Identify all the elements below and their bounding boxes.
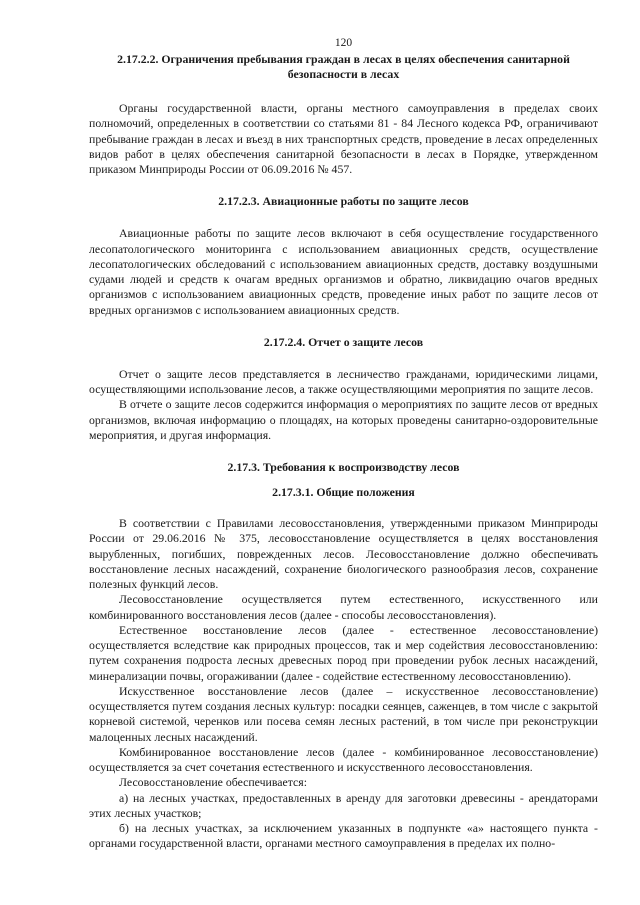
heading-2-17-3: 2.17.3. Требования к воспроизводству лесов	[227, 460, 460, 474]
paragraph: Органы государственной власти, органы местного самоуправления в пределах своих полномочий, определенных в соответствии со статьями 81 - 84 Лесного кодекса РФ, ограничивают пребывание граждан в лесах и въезд в них транспортных средств, проведение в лесах определенных видов работ в целях обеспечения санитарной безопасности в лесах в Порядке, утвержденном приказом Минприроды России от 06.09.2016 № 457.	[89, 101, 598, 176]
heading-2-17-3-1: 2.17.3.1. Общие положения	[272, 485, 415, 499]
paragraph: В отчете о защите лесов содержится информация о мероприятиях по защите лесов от вредных организмов, включая информацию о площадях, на которых проведены санитарно-оздоровительные мероприятия, и другая информация.	[89, 397, 598, 442]
heading-2-17-2-4: 2.17.2.4. Отчет о защите лесов	[263, 334, 424, 349]
paragraph: Комбинированное восстановление лесов (далее - комбинированное лесовосстановление) осуществляется за счет сочетания естественного и искусственного лесовосстановления.	[89, 744, 598, 774]
paragraph: Лесовосстановление осуществляется путем естественного, искусственного или комбинированного восстановления лесов (далее - способы лесовосстановления).	[89, 592, 598, 622]
list-item: а) на лесных участках, предоставленных в аренду для заготовки древесины - арендаторами этих лесных участков;	[89, 790, 598, 820]
heading-2-17-2-2: 2.17.2.2. Ограничения пребывания граждан в лесах в целях обеспечения санитарной безопасности в лесах	[117, 52, 570, 81]
paragraph: Лесовосстановление обеспечивается:	[119, 775, 307, 790]
list-item: б) на лесных участках, за исключением указанных в подпункте «а» настоящего пункта - органами государственной власти, органами местного самоуправления в пределах их полно-	[89, 821, 598, 851]
paragraph: Искусственное восстановление лесов (далее – искусственное лесовосстановление) осуществляется путем создания лесных культур: посадки сеянцев, саженцев, в том числе с закрытой корневой системой, черенков или посева семян лесных растений, в том числе при реконструкции малоценных лесных насаждений.	[89, 683, 598, 744]
paragraph: Отчет о защите лесов представляется в лесничество гражданами, юридическими лицами, осуществляющими использование лесов, а также осуществляющими мероприятия по защите лесов.	[89, 366, 598, 396]
paragraph: Авиационные работы по защите лесов включают в себя осуществление государственного лесопатологического мониторинга с использованием авиационных средств, осуществление лесопатологических обследований с использованием авиационных средств, доставку воздушными судами людей и средств к очагам вредных организмов и обратно, ликвидацию очагов вредных организмов с использованием авиационных средств, проведение иных работ по защите лесов от вредных организмов с использованием авиационных средств.	[89, 226, 598, 317]
page-number: 120	[334, 37, 353, 49]
paragraph: В соответствии с Правилами лесовосстановления, утвержденными приказом Минприроды России от 29.06.2016 № 375, лесовосстановление осуществляется в целях восстановления вырубленных, погибших, поврежденных лесов. Лесовосстановление должно обеспечивать восстановление лесных насаждений, сохранение биологического разнообразия лесов, сохранение полезных функций лесов.	[89, 516, 598, 591]
paragraph: Естественное восстановление лесов (далее - естественное лесовосстановление) осуществляется вследствие как природных процессов, так и мер содействия лесовосстановлению: путем сохранения подроста лесных древесных пород при проведении рубок лесных насаждений, минерализации почвы, огораживании (далее - содействие естественному лесовосстановлению).	[89, 622, 598, 683]
heading-2-17-2-3: 2.17.2.3. Авиационные работы по защите лесов	[218, 194, 469, 209]
